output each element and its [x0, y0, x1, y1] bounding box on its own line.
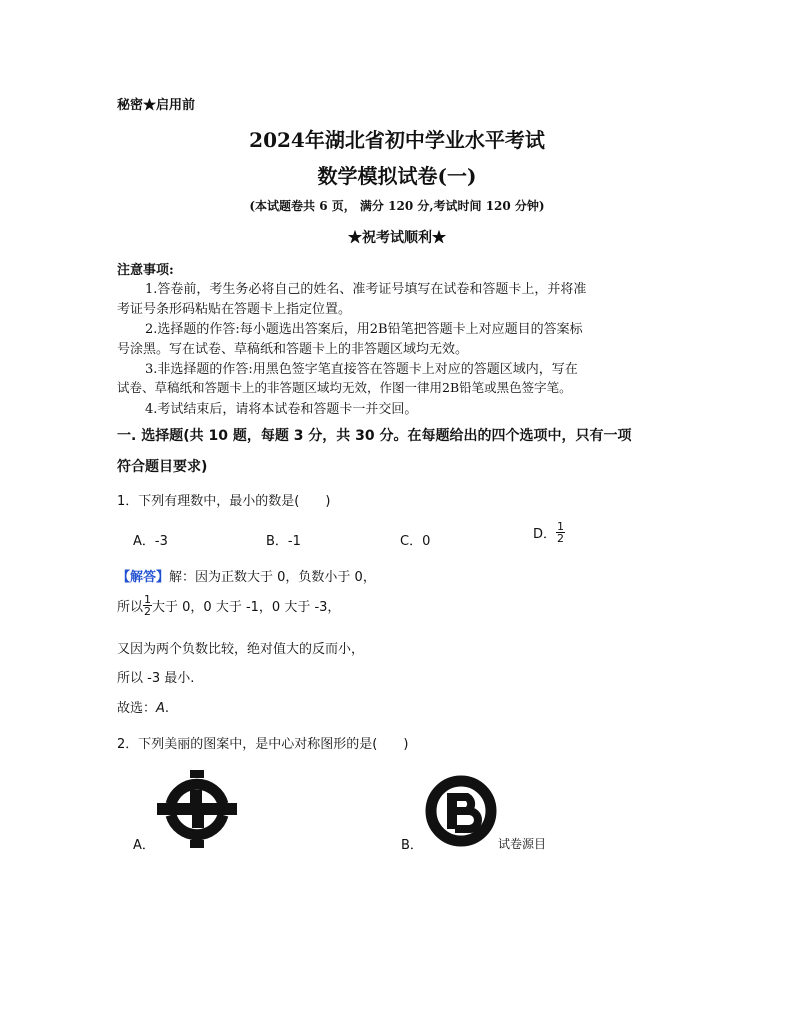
exam-subtitle: 数学模拟试卷(一): [317, 164, 477, 188]
q1-answer-line-4: 所以 -3 最小.: [117, 671, 195, 686]
question-2-stem: 2．下列美丽的图案中，是中心对称图形的是( ): [117, 737, 409, 752]
q2-option-b: B．: [401, 838, 423, 853]
notice-line-2: 考证号条形码粘贴在答题卡上指定位置。: [117, 302, 352, 317]
q1-option-d: [533, 521, 565, 544]
fraction-one-half: $\frac{1}{2}$: [144, 593, 152, 618]
section-heading-line-2: 符合题目要求): [117, 459, 208, 475]
q1-option-b: B．-1: [266, 534, 301, 549]
q1-option-a: A．-3: [133, 534, 168, 549]
notice-line-1: 1.答卷前，考生务必将自己的姓名、准考证号填写在试卷和答题卡上，并将准: [145, 282, 587, 297]
notice-line-7: 4.考试结束后，请将本试卷和答题卡一并交回。: [145, 402, 418, 417]
notice-line-6: 试卷、草稿纸和答题卡上的非答题区域均无效，作图一律用2B铅笔或黑色签字笔。: [117, 380, 572, 395]
notice-line-4: 号涂黑。写在试卷、草稿纸和答题卡上的非答题区域均无效。: [117, 342, 469, 357]
good-luck-banner: ★祝考试顺利★: [348, 230, 446, 246]
notice-heading: 注意事项:: [117, 263, 174, 278]
answer-tag: 【解答】: [117, 570, 170, 585]
q2-option-a: A．: [133, 838, 155, 853]
q1-option-c: C．0: [400, 534, 431, 549]
question-1-stem: 1．下列有理数中，最小的数是( ): [117, 494, 331, 509]
notice-line-3: 2.选择题的作答:每小题选出答案后，用2B铅笔把答题卡上对应题目的答案标: [145, 322, 583, 337]
notice-line-5: 3.非选择题的作答:用黑色签字笔直接答在答题卡上对应的答题区域内，写在: [145, 362, 578, 377]
pattern-b-icon: [425, 775, 497, 847]
q1-answer-line-2: 所以 $\frac{1}{2}$ 大于 0，0 大于 -1，0 大于 -3，: [117, 593, 341, 618]
pattern-a-icon: [157, 770, 237, 848]
q1-answer-line-3: 又因为两个负数比较，绝对值大的反而小，: [117, 642, 365, 657]
q1-answer-line-1: 【解答】解：因为正数大于 0，负数小于 0，: [117, 570, 376, 585]
watermark-text: 试卷源目: [498, 837, 547, 851]
section-heading-line-1: 一. 选择题(共 10 题，每题 3 分，共 30 分。在每题给出的四个选项中，只有一项: [117, 428, 632, 444]
secret-label: 秘密★启用前: [117, 98, 196, 113]
q1-option-d-label: D．: [533, 527, 557, 542]
exam-info: (本试题卷共 6 页， 满分 120 分,考试时间 120 分钟): [249, 199, 545, 213]
q1-answer-line-5: 故选：A.: [117, 701, 170, 716]
exam-title: 2024年湖北省初中学业水平考试: [249, 128, 545, 152]
fraction-one-half: $\frac{1}{2}$: [557, 520, 565, 545]
